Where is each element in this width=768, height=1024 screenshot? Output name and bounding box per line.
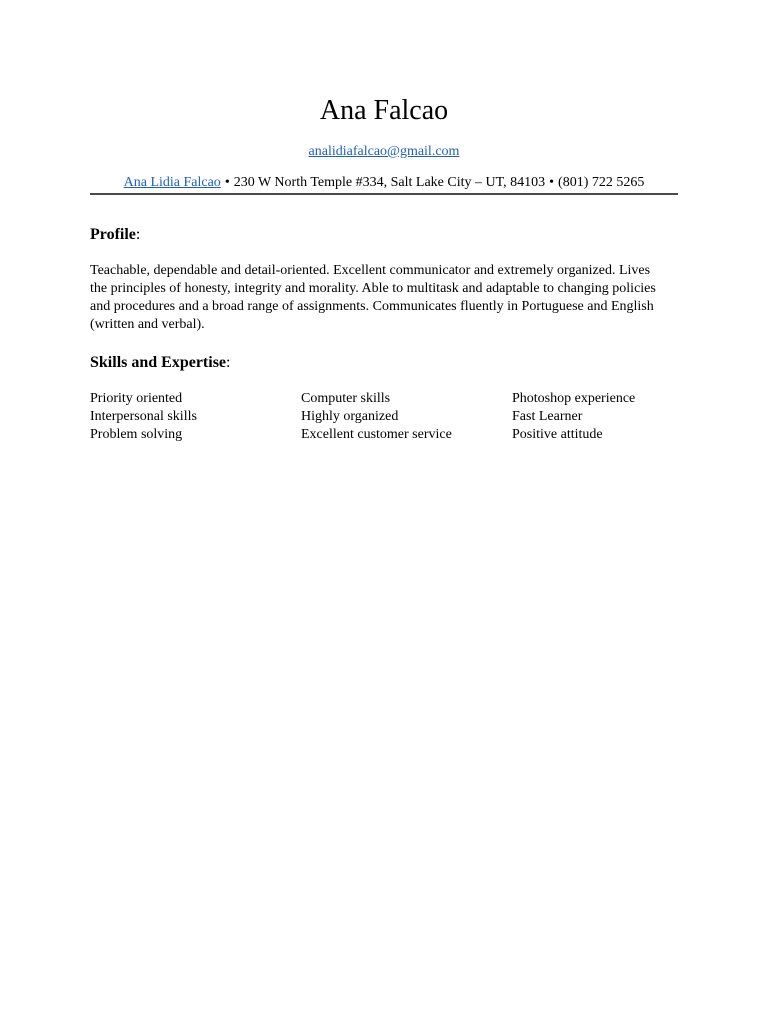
skills-heading-colon: : bbox=[226, 354, 231, 371]
profile-heading-colon: : bbox=[135, 226, 141, 243]
skill-item: Computer skills bbox=[301, 391, 391, 406]
skills-grid bbox=[90, 390, 690, 444]
contact-line bbox=[90, 174, 678, 195]
name-link[interactable]: Ana Lidia Falcao bbox=[123, 175, 221, 190]
profile-paragraph: Teachable, dependable and detail-oriented. Excellent communicator and extremely organized. Lives the principles of honesty, integrity and morality. Able to multitask and adaptable to changing policies and procedures and a broad range of assignments. Communicates fluently in Portuguese and English (written and verbal). bbox=[90, 263, 656, 332]
skill-item: Highly organized bbox=[301, 409, 399, 424]
skill-item: Positive attitude bbox=[512, 427, 603, 442]
bullet-separator: • bbox=[224, 175, 230, 190]
skill-item: Priority oriented bbox=[90, 391, 183, 406]
email-link[interactable]: analidiafalcao@gmail.com bbox=[308, 144, 460, 159]
candidate-name: Ana Falcao bbox=[319, 95, 449, 126]
skills-heading-text: Skills and Expertise bbox=[90, 354, 227, 371]
profile-heading-text: Profile bbox=[90, 226, 136, 243]
skill-item: Excellent customer service bbox=[301, 427, 452, 442]
skill-item: Fast Learner bbox=[512, 409, 583, 424]
email-line bbox=[0, 143, 768, 160]
address-text: 230 W North Temple #334, Salt Lake City – UT, 84103 bbox=[233, 175, 546, 190]
skills-heading bbox=[90, 353, 230, 373]
skill-item: Interpersonal skills bbox=[90, 409, 197, 424]
profile-heading bbox=[90, 225, 140, 245]
skill-item: Problem solving bbox=[90, 427, 183, 442]
phone-text: (801) 722 5265 bbox=[558, 175, 645, 190]
bullet-separator: • bbox=[549, 175, 555, 190]
skill-item: Photoshop experience bbox=[512, 391, 636, 406]
